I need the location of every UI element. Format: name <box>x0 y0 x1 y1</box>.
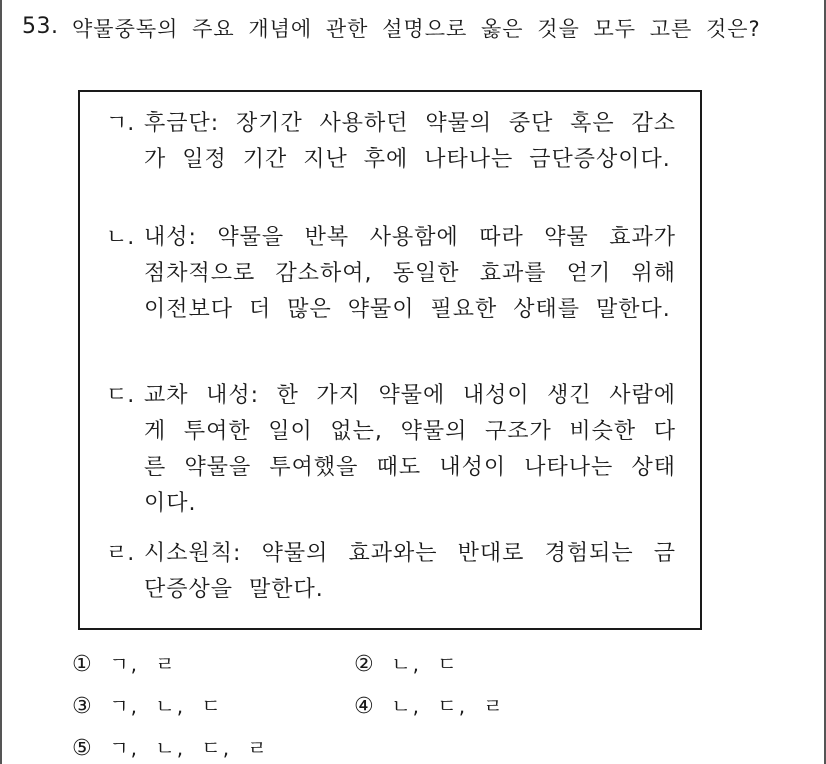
statement-label: ㄷ. <box>106 383 135 408</box>
choice-option[interactable] <box>354 692 505 721</box>
choice-option[interactable] <box>354 650 459 679</box>
statement-label: ㄹ. <box>106 541 135 566</box>
choice-text: ㄱ, ㄴ, ㄷ <box>109 694 223 718</box>
choice-text: ㄱ, ㄴ, ㄷ, ㄹ <box>109 736 269 760</box>
statement-label: ㄴ. <box>106 225 135 250</box>
choice-number: ① <box>72 652 93 677</box>
question-number: 53. <box>22 14 59 39</box>
statement-box <box>78 90 702 630</box>
choice-option[interactable] <box>72 692 223 721</box>
choice-number: ⑤ <box>72 736 93 761</box>
statement-text: 교차 내성: 한 가지 약물에 내성이 생긴 사람에게 투여한 일이 없는, 약물의 구조가 비슷한 다른 약물을 투여했을 때도 내성이 나타나는 상태이다. <box>144 383 676 516</box>
statement-label: ㄱ. <box>106 111 135 136</box>
question-text: 약물중독의 주요 개념에 관한 설명으로 옳은 것을 모두 고른 것은? <box>72 17 761 41</box>
choice-option[interactable] <box>72 734 269 763</box>
statement-text: 시소원칙: 약물의 효과와는 반대로 경험되는 금단증상을 말한다. <box>144 541 676 602</box>
choice-number: ③ <box>72 694 93 719</box>
choice-number: ② <box>354 652 375 677</box>
statement-text: 내성: 약물을 반복 사용함에 따라 약물 효과가 점차적으로 감소하여, 동일한 효과를 얻기 위해 이전보다 더 많은 약물이 필요한 상태를 말한다. <box>144 225 676 322</box>
statement-text: 후금단: 장기간 사용하던 약물의 중단 혹은 감소가 일정 기간 지난 후에 나타나는 금단증상이다. <box>144 111 676 172</box>
choice-text: ㄴ, ㄷ, ㄹ <box>391 694 505 718</box>
choice-text: ㄱ, ㄹ <box>109 652 177 676</box>
choice-option[interactable] <box>72 650 177 679</box>
choice-number: ④ <box>354 694 375 719</box>
choice-text: ㄴ, ㄷ <box>391 652 459 676</box>
